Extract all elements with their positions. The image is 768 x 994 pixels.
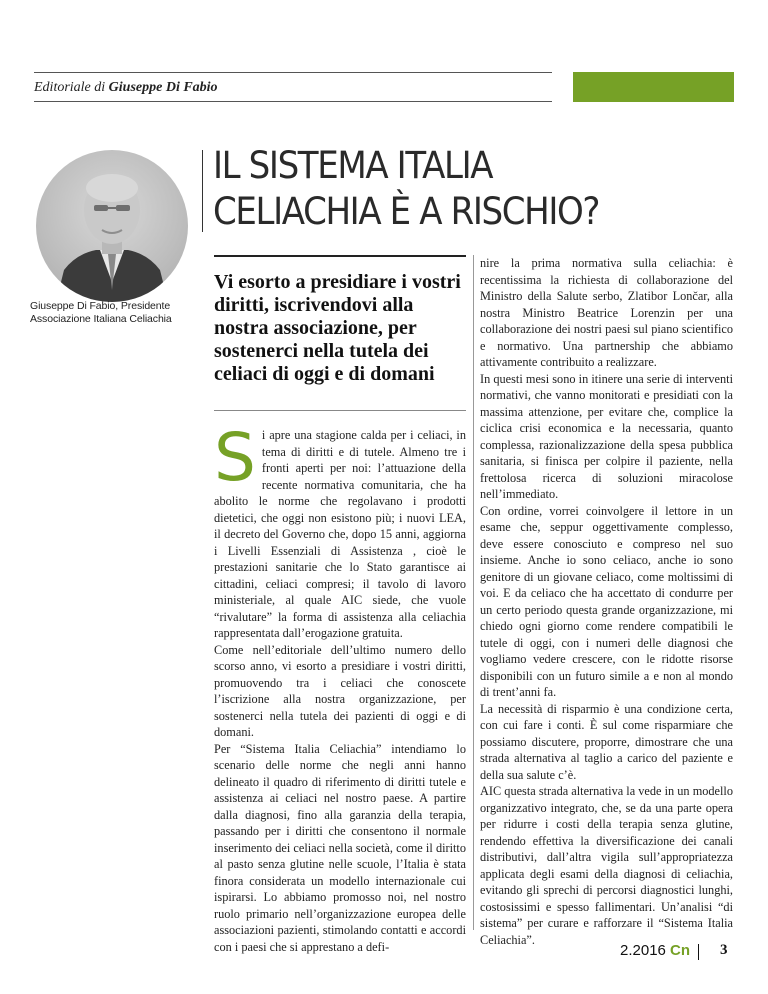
title-rule [202,150,203,232]
subtitle-bottom-rule [214,410,466,411]
body-paragraph: In questi mesi sono in itinere una serie di interventi normativi, che vanno monitorati e presidiati con la massima attenzione, per evitare che, complice la ciclica crisi economica e la necessaria, quanto complessa, razionalizzazione della spesa pubblica sanitaria, si finisca per colpire il paziente, nella frettolosa ricerca di soluzioni miracolose nell’immediato. [480,371,733,501]
drop-cap: S [214,419,256,496]
accent-block [573,72,734,102]
title-line-1: IL SISTEMA ITALIA [213,144,493,187]
body-column-right [480,255,733,948]
subtitle-top-rule [214,255,466,257]
header-top-rule [34,72,552,73]
body-paragraph: Per “Sistema Italia Celiachia” intendiamo lo scenario delle norme che negli anni hanno delineato il quadro di riferimento di diritti tutele e assistenza ai celiaci nel nostro paese. A partire dalla diagnosi, fino alla garanzia della terapia, passando per i diritti che consentono il normale inserimento dei celiaci nella società, come il diritto al pasto senza glutine nelle scuole, l’Italia è stata finora considerata un modello internazionale cui ispirarsi. Lo abbiamo promosso noi, nel nostro ruolo primario nell’organizzazione europea delle associazioni pazienti, stimolando contatti e accordi con i paesi che si apprestano a defi- [214,741,466,954]
subtitle: Vi esorto a presidiare i vostri diritti, iscrivendovi alla nostra associazione, per sostenerci nella tutela dei celiaci di oggi e di domani [214,271,461,385]
body-paragraph: La necessità di risparmio è una condizione certa, con cui fare i conti. È sul come risparmiare che possiamo discutere, proporre, dimostrare che una strada alternativa al taglio a carico del paziente e della sua salute c’è. [480,701,733,782]
body-paragraph: Con ordine, vorrei coinvolgere il lettore in un esame che, seppur oggettivamente complesso, deve essere conosciuto e compreso nel suo insieme. Anche io sono celiaco, anche io sono genitore di un giovane celiaco, come moltissimi di voi. E da celiaco che ha accettato di condurre per un certo periodo questa grande organizzazione, mi chiedo ogni giorno come rendere compatibili le tutele di oggi, con i numeri delle diagnosi che vogliamo vedere crescere, con le ridotte risorse disponibili con un futuro simile a e non al mondo di trent’anni fa. [480,503,733,699]
portrait-caption [30,300,190,326]
title-line-2: CELIACHIA È A RISCHIO? [213,190,600,233]
issue-number: 2.2016 [620,942,666,959]
body-column-left [214,419,466,955]
author-portrait-photo-icon [36,150,188,302]
body-paragraph: nire la prima normativa sulla celiachia: è recentissima la richiesta di collaborazione del Ministro della Salute serbo, Zlatibor Lončar, alla nostra Ministro Beatrice Lorenzin per una collaborazione dei nostri paesi sul piano scientifico e normativo. Una partnership che abbiamo attivamente contribuito a realizzare. [480,256,733,369]
header-prefix: Editoriale di [34,80,106,95]
header-bottom-rule [34,101,552,102]
header-author: Giuseppe Di Fabio [108,80,218,95]
caption-line-2: Associazione Italiana Celiachia [30,313,172,325]
magazine-logo-icon: Cn [670,942,690,959]
page-number: 3 [720,942,728,958]
page-title [213,143,691,235]
header-label [34,80,218,96]
column-divider [473,255,474,930]
footer-separator [698,944,699,960]
body-paragraph: Si apre una stagione calda per i celiaci, in tema di diritti e di tutele. Almeno tre i fronti aperti per noi: l’attuazione della recente normativa comunitaria, che ha abolito le norme che regolavano i prodotti dietetici, che oggi non esistono più; i nuovi LEA, il decreto del Governo che, dopo 15 anni, aggiorna i Livelli Essenziali di Assistenza , cioè le prestazioni sanitarie che lo Stato garantisce ai cittadini, celiaci compresi; il tavolo di lavoro ministeriale, al quale AIC siede, che vuole “rivalutare” la forma di assistenza alla celiachia rappresentata dall’erogazione gratuita. [214,419,466,640]
body-paragraph: AIC questa strada alternativa la vede in un modello organizzativo integrato, che, se da una parte opera per ridurre i costi della terapia senza glutine, rendendo effettiva la diversificazione dei canali distributivi, dall’altra vigila sull’appropriatezza applicata degli esami della diagnosi di celiachia, evitando gli sprechi di percorsi diagnostici lunghi, costosissimi e spesso fallimentari. Un’analisi “di sistema” per curare e rafforzare il “Sistema Italia Celiachia”. [480,784,733,947]
body-paragraph: Come nell’editoriale dell’ultimo numero dello scorso anno, vi esorto a presidiare i vostri diritti, promuovendo tra i celiaci che conoscete l’iscrizione alla nostra organizzazione, per sostenerci nella tutela dei pazienti di oggi e di domani. [214,642,466,739]
caption-line-1: Giuseppe Di Fabio, Presidente [30,300,171,312]
author-portrait [36,150,188,302]
